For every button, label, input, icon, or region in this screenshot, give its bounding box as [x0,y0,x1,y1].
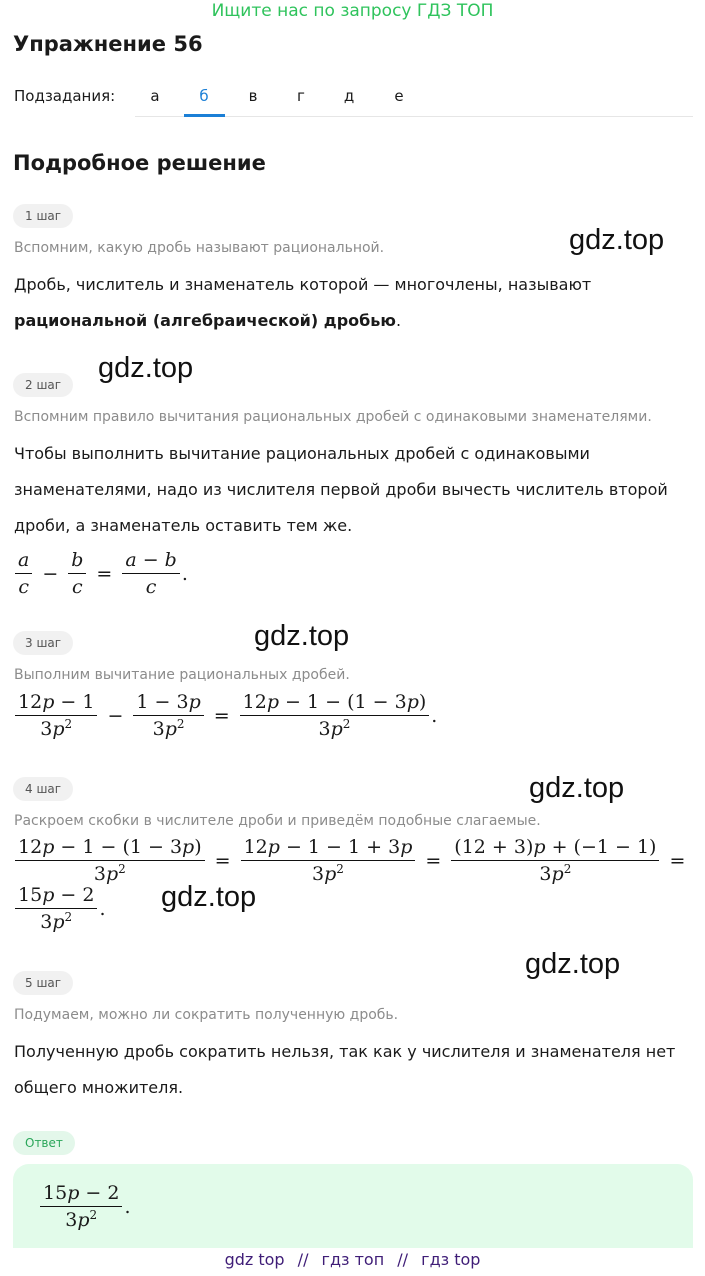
subtraction-rule-formula: $\frac{a}{c}$ − $\frac{b}{c}$ = $\frac{a - b}{c}$ . [13,549,188,598]
step-2-line-1: Чтобы выполнить вычитание рациональных дробей с одинаковыми [14,444,590,463]
step-1-text-plain: Дробь, числитель и знаменатель которой — многочлены, называют [14,275,592,294]
solution-heading: Подробное решение [13,151,266,175]
step-4-chip: 4 шаг [13,777,73,801]
subtask-tab-v[interactable]: в [248,87,258,105]
watermark: gdz.top [98,352,194,384]
subtasks-label: Подзадания: [14,87,116,105]
subtask-tab-a[interactable]: а [150,87,160,105]
step-3-hint: Выполним вычитание рациональных дробей. [14,667,350,683]
page-title: Упражнение 56 [13,32,203,56]
step-3-formula: $\frac{12p - 1}{3p^2}$ − $\frac{1 - 3p}{3p^2}$ = $\frac{12p - 1 - (1 - 3p)}{3p^2}$ . [13,691,437,740]
watermark: gdz.top [161,881,257,913]
step-2-chip: 2 шаг [13,373,73,397]
step-4-result: $\frac{15p - 2}{3p^2}$ . [13,884,106,933]
step-1-text-end: . [395,311,402,330]
step-5-line-1: Полученную дробь сократить нельзя, так как у числителя и знаменателя нет [14,1042,676,1061]
step-5-hint: Подумаем, можно ли сократить полученную дробь. [14,1007,399,1023]
step-2-line-3: дроби, а знаменатель оставить тем же. [14,516,353,535]
step-1-text [14,267,694,339]
step-4-formula: $\frac{12p - 1 - (1 - 3p)}{3p^2}$ = $\frac{12p - 1 - 1 + 3p}{3p^2}$ = $\frac{(12 + 3)p + (-1 - 1)}{3p^2}$ = [13,836,693,885]
footer-separator: // [397,1250,409,1269]
watermark: gdz.top [525,948,621,980]
step-1-hint: Вспомним, какую дробь называют рациональной. [14,240,385,256]
subtask-tab-e[interactable]: е [394,87,404,105]
footer-separator: // [297,1250,309,1269]
step-2-hint: Вспомним правило вычитания рациональных дробей с одинаковыми знаменателями. [14,409,652,425]
search-banner: Ищите нас по запросу ГДЗ ТОП [211,1,494,21]
subtask-tab-b[interactable]: б [199,87,209,105]
step-3-chip: 3 шаг [13,631,73,655]
active-subtask-underline [184,114,225,117]
subtask-tab-d[interactable]: д [343,87,355,105]
step-4-hint: Раскроем скобки в числителе дроби и приведём подобные слагаемые. [14,813,541,829]
answer-formula: $\frac{15p - 2}{3p^2}$ . [38,1182,131,1231]
step-2-line-2: знаменателями, надо из числителя первой дроби вычесть числитель второй [14,480,668,499]
footer-links [0,1250,705,1269]
footer-link-gdz-top[interactable]: gdz top [224,1250,285,1269]
step-1-text-bold: рациональной (алгебраической) дробью [14,311,396,330]
watermark: gdz.top [254,620,350,652]
footer-link-gdz-top-mixed[interactable]: гдз top [421,1250,481,1269]
watermark: gdz.top [529,772,625,804]
subtask-tab-g[interactable]: г [297,87,305,105]
step-1-chip: 1 шаг [13,204,73,228]
answer-chip: Ответ [13,1131,75,1155]
watermark: gdz.top [569,224,665,256]
footer-link-gdz-top-ru[interactable]: гдз топ [321,1250,385,1269]
step-5-line-2: общего множителя. [14,1078,184,1097]
step-5-chip: 5 шаг [13,971,73,995]
step-5-text [14,1034,694,1106]
step-2-text [14,436,694,544]
